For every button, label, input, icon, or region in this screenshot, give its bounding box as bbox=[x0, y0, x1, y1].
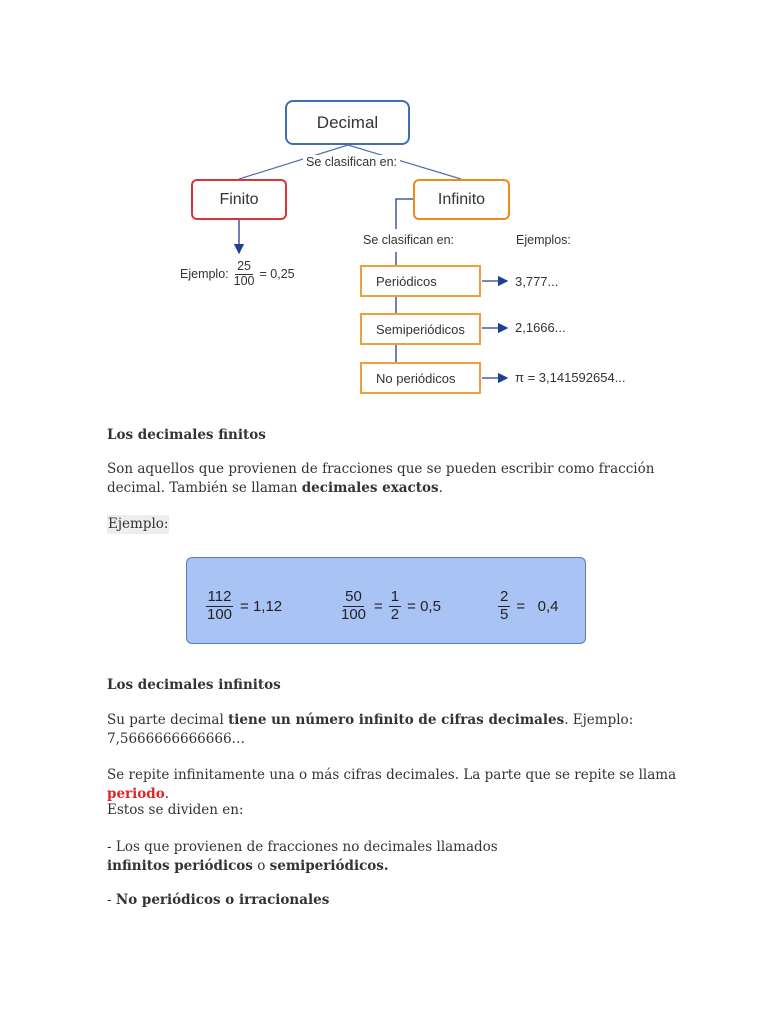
numerator: 25 bbox=[237, 259, 252, 273]
bold-term: semiperiódicos. bbox=[269, 858, 389, 874]
infinitos-heading: Los decimales infinitos bbox=[107, 677, 281, 693]
text-run: . bbox=[438, 480, 443, 496]
finitos-description bbox=[107, 460, 667, 498]
periodicos-example: 3,777... bbox=[515, 274, 559, 289]
classified-label: Se clasifican en: bbox=[303, 155, 400, 169]
semiperiodicos-example: 2,1666... bbox=[515, 320, 566, 335]
no-periodicos-node: No periódicos bbox=[360, 362, 481, 394]
text-run: - bbox=[107, 892, 116, 908]
periodicos-node: Periódicos bbox=[360, 265, 481, 297]
periodo-paragraph bbox=[107, 766, 707, 804]
fraction bbox=[339, 589, 368, 623]
fraction-examples-box bbox=[186, 557, 586, 644]
expression-result: = 0,4 bbox=[516, 597, 559, 615]
text-run: . bbox=[164, 786, 170, 802]
infinitos-paragraph bbox=[107, 711, 667, 749]
finito-example bbox=[180, 260, 295, 289]
periodicos-item bbox=[107, 838, 527, 876]
bold-term: No periódicos o irracionales bbox=[115, 892, 330, 908]
fraction-expression bbox=[339, 589, 441, 623]
denominator: 2 bbox=[390, 605, 400, 623]
expression-result: = 0,5 bbox=[407, 597, 441, 615]
denominator: 100 bbox=[207, 605, 233, 623]
ejemplo-label: Ejemplo: bbox=[108, 516, 169, 532]
bold-term: infinitos periódicos bbox=[107, 858, 253, 874]
infinito-node: Infinito bbox=[413, 179, 510, 220]
text-run: Su parte decimal bbox=[107, 712, 229, 728]
denominator: 5 bbox=[500, 605, 509, 623]
fraction-expression bbox=[498, 589, 558, 623]
fraction bbox=[232, 260, 257, 289]
numerator: 1 bbox=[390, 588, 400, 605]
text-run: . Ejemplo: 7,5666666666666… bbox=[107, 712, 634, 747]
concept-diagram bbox=[0, 0, 768, 410]
equals-sign: = bbox=[374, 597, 383, 615]
example-result: = 0,25 bbox=[259, 267, 295, 282]
denominator: 100 bbox=[341, 605, 367, 623]
decimal-node: Decimal bbox=[285, 100, 410, 145]
semiperiodicos-node: Semiperiódicos bbox=[360, 313, 481, 345]
fraction bbox=[389, 589, 401, 623]
infinito-classified-label: Se clasifican en: bbox=[363, 233, 455, 247]
periodo-term: periodo bbox=[107, 786, 165, 802]
text-run: Son aquellos que provienen de fracciones que se pueden escribir como fracción decimal. También se llaman bbox=[107, 461, 655, 496]
text-run: - Los que provienen de fracciones no decimales llamados bbox=[107, 839, 498, 855]
connector-line bbox=[396, 199, 413, 229]
fraction bbox=[205, 589, 234, 623]
expression-result: = 1,12 bbox=[240, 597, 283, 615]
diagram-connectors bbox=[0, 0, 768, 410]
fraction bbox=[498, 589, 510, 623]
numerator: 50 bbox=[345, 588, 362, 605]
text-run: Se repite infinitamente una o más cifras decimales. La parte que se repite se llama bbox=[107, 767, 677, 783]
numerator: 2 bbox=[500, 588, 509, 605]
example-label: Ejemplo: bbox=[180, 267, 229, 282]
bold-term: decimales exactos bbox=[301, 480, 439, 496]
finitos-heading: Los decimales finitos bbox=[107, 427, 266, 443]
denominator: 100 bbox=[233, 273, 255, 288]
bold-term: tiene un número infinito de cifras decimales bbox=[228, 712, 565, 728]
no-periodicos-example: π = 3,141592654... bbox=[515, 370, 626, 385]
text-run: o bbox=[252, 858, 270, 874]
finito-node: Finito bbox=[191, 179, 287, 220]
fraction-expression bbox=[205, 589, 282, 623]
numerator: 112 bbox=[207, 588, 232, 605]
division-intro: Estos se dividen en: bbox=[107, 802, 244, 818]
irracionales-item bbox=[107, 891, 329, 910]
examples-label: Ejemplos: bbox=[516, 233, 571, 247]
